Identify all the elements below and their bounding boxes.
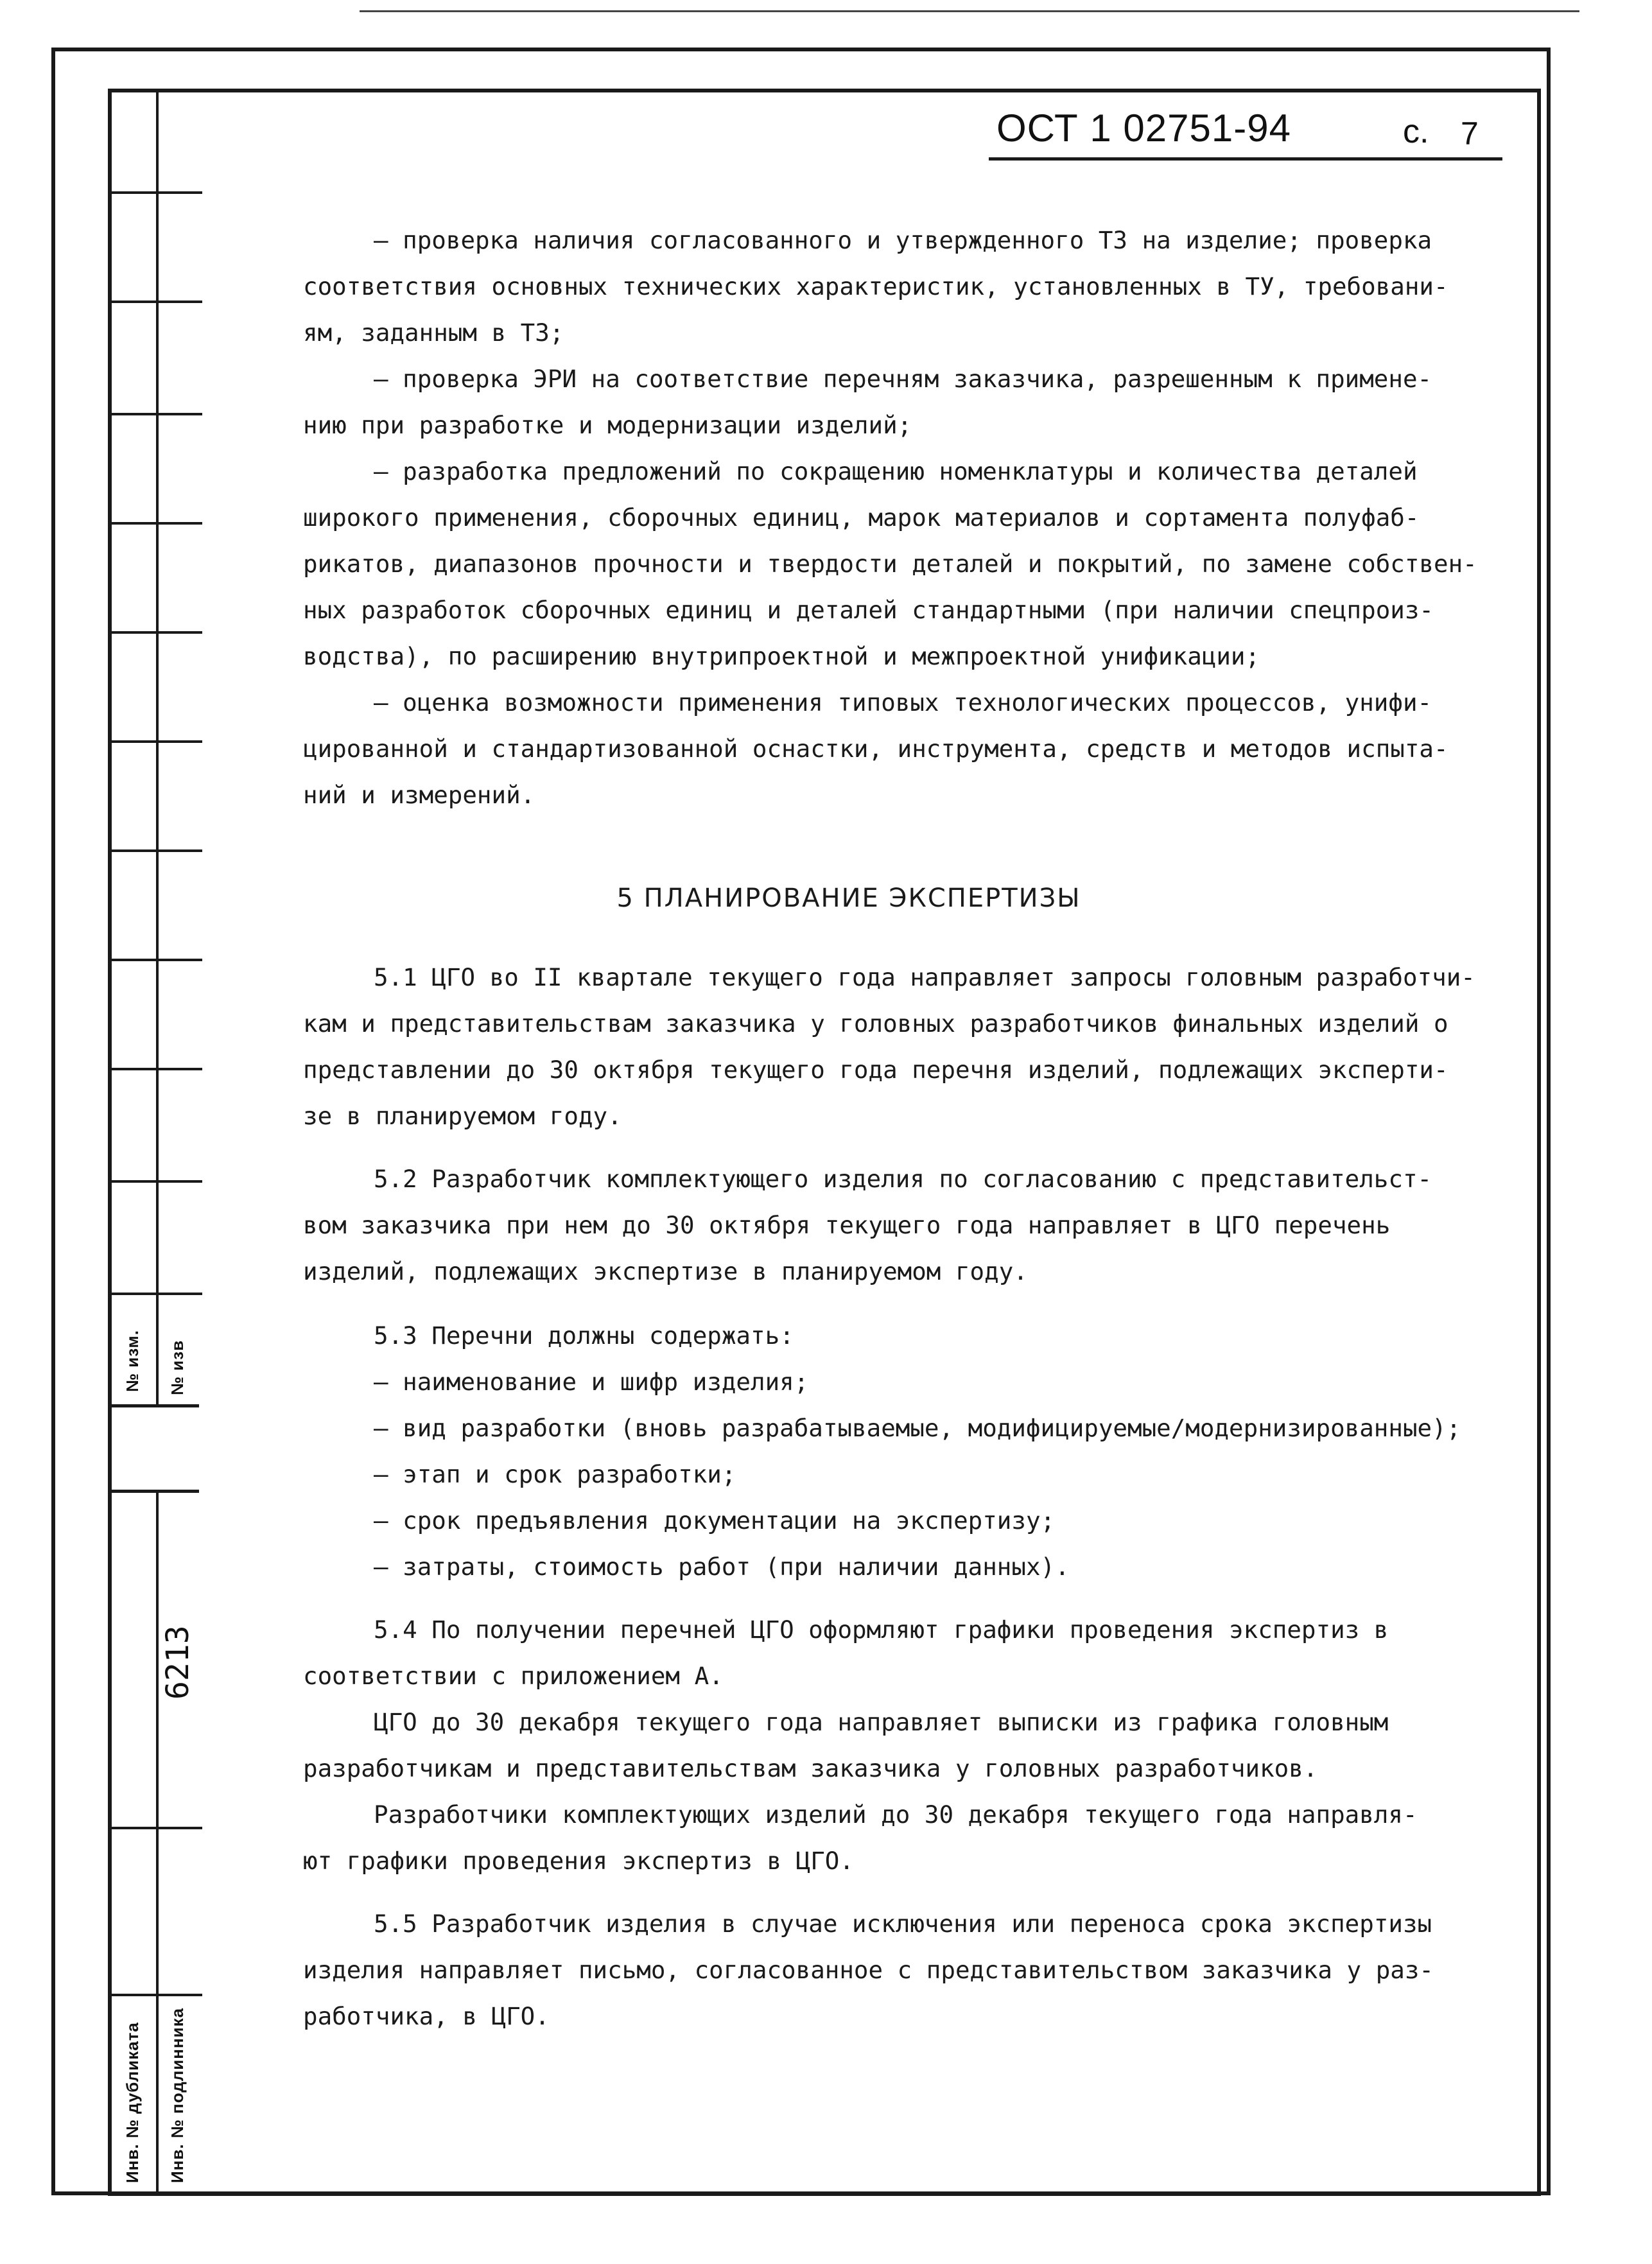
strip-divider bbox=[111, 631, 202, 634]
revision-column-2 bbox=[156, 92, 201, 1404]
text-line: соответствии с приложением А. bbox=[303, 1662, 724, 1690]
inventory-strip bbox=[108, 1490, 199, 2196]
text-line: разработчикам и представительствам заказчика у головных разработчиков. bbox=[303, 1754, 1318, 1782]
strip-divider bbox=[111, 1180, 202, 1183]
revision-number-label: № изм. bbox=[123, 1330, 142, 1392]
text-line: цированной и стандартизованной оснастки, инструмента, средств и методов испыта- bbox=[303, 735, 1448, 763]
duplicate-inventory-label: Инв. № дубликата bbox=[123, 2022, 142, 2183]
page-label: с. bbox=[1403, 113, 1429, 150]
strip-divider bbox=[111, 191, 202, 194]
text-line: 5.5 Разработчик изделия в случае исключения или переноса срока экспертизы bbox=[374, 1910, 1432, 1938]
text-line: – этап и срок разработки; bbox=[374, 1460, 736, 1488]
text-line: водства), по расширению внутрипроектной и межпроектной унификации; bbox=[303, 642, 1260, 670]
text-line: – наименование и шифр изделия; bbox=[374, 1368, 809, 1396]
text-line: рикатов, диапазонов прочности и твердости деталей и покрытий, по замене собствен- bbox=[303, 550, 1477, 578]
top-rule bbox=[360, 10, 1579, 12]
notice-number-label: № изв bbox=[168, 1339, 187, 1395]
text-line: ям, заданным в ТЗ; bbox=[303, 318, 564, 347]
text-line: 5.3 Перечни должны содержать: bbox=[374, 1321, 794, 1350]
section-title: 5 ПЛАНИРОВАНИЕ ЭКСПЕРТИЗЫ bbox=[616, 884, 1081, 913]
strip-divider bbox=[111, 300, 202, 303]
page-border bbox=[108, 89, 1541, 2196]
strip-divider bbox=[111, 1827, 202, 1829]
strip-divider bbox=[111, 413, 202, 415]
text-line: изделий, подлежащих экспертизе в планируемом году. bbox=[303, 1257, 1028, 1285]
text-line: Разработчики комплектующих изделий до 30 декабря текущего года направля- bbox=[374, 1800, 1418, 1829]
text-line: нию при разработке и модернизации изделий; bbox=[303, 411, 912, 439]
text-line: – срок предъявления документации на экспертизу; bbox=[374, 1506, 1056, 1535]
strip-divider bbox=[111, 849, 202, 852]
text-line: работчика, в ЦГО. bbox=[303, 2002, 550, 2030]
strip-divider bbox=[111, 522, 202, 525]
strip-divider bbox=[111, 1293, 202, 1295]
text-line: 5.2 Разработчик комплектующего изделия по согласованию с представительст- bbox=[374, 1165, 1432, 1193]
text-line: ют графики проведения экспертиз в ЦГО. bbox=[303, 1847, 854, 1875]
text-line: вом заказчика при нем до 30 октября текущего года направляет в ЦГО перечень bbox=[303, 1211, 1391, 1239]
revision-column-1 bbox=[111, 92, 159, 1404]
strip-divider bbox=[111, 1994, 202, 1996]
text-line: – разработка предложений по сокращению номенклатуры и количества деталей bbox=[374, 457, 1418, 485]
page-number: 7 bbox=[1461, 116, 1479, 152]
strip-divider bbox=[111, 740, 202, 743]
text-line: – проверка ЭРИ на соответствие перечням заказчика, разрешенным к примене- bbox=[374, 365, 1432, 393]
document-code: ОСТ 1 02751-94 bbox=[996, 107, 1291, 150]
text-line: широкого применения, сборочных единиц, марок материалов и сортамента полуфаб- bbox=[303, 503, 1420, 532]
text-line: – проверка наличия согласованного и утвержденного ТЗ на изделие; проверка bbox=[374, 226, 1432, 254]
text-line: ЦГО до 30 декабря текущего года направляет выписки из графика головным bbox=[374, 1708, 1389, 1736]
text-line: 5.4 По получении перечней ЦГО оформляют графики проведения экспертиз в bbox=[374, 1615, 1389, 1644]
text-line: кам и представительствам заказчика у головных разработчиков финальных изделий о bbox=[303, 1009, 1448, 1038]
text-line: представлении до 30 октября текущего года перечня изделий, подлежащих эксперти- bbox=[303, 1056, 1448, 1084]
text-line: 5.1 ЦГО во II квартале текущего года направляет запросы головным разработчи- bbox=[374, 963, 1475, 991]
text-line: зе в планируемом году. bbox=[303, 1102, 622, 1130]
text-line: ных разработок сборочных единиц и деталей стандартными (при наличии спецпроиз- bbox=[303, 596, 1434, 624]
text-line: – затраты, стоимость работ (при наличии данных). bbox=[374, 1553, 1070, 1581]
original-inventory-label: Инв. № подлинника bbox=[168, 2007, 187, 2183]
text-line: – оценка возможности применения типовых технологических процессов, унифи- bbox=[374, 688, 1432, 717]
text-line: соответствия основных технических характеристик, установленных в ТУ, требовани- bbox=[303, 272, 1448, 300]
text-line: изделия направляет письмо, согласованное с представительством заказчика у раз- bbox=[303, 1956, 1434, 1984]
text-line: – вид разработки (вновь разрабатываемые, модифицируемые/модернизированные); bbox=[374, 1414, 1461, 1442]
strip-divider bbox=[111, 959, 202, 961]
revision-strip bbox=[108, 89, 199, 1407]
archive-number: 6213 bbox=[160, 1625, 196, 1700]
strip-divider bbox=[111, 1068, 202, 1070]
page-header bbox=[989, 106, 1502, 161]
text-line: ний и измерений. bbox=[303, 781, 535, 809]
